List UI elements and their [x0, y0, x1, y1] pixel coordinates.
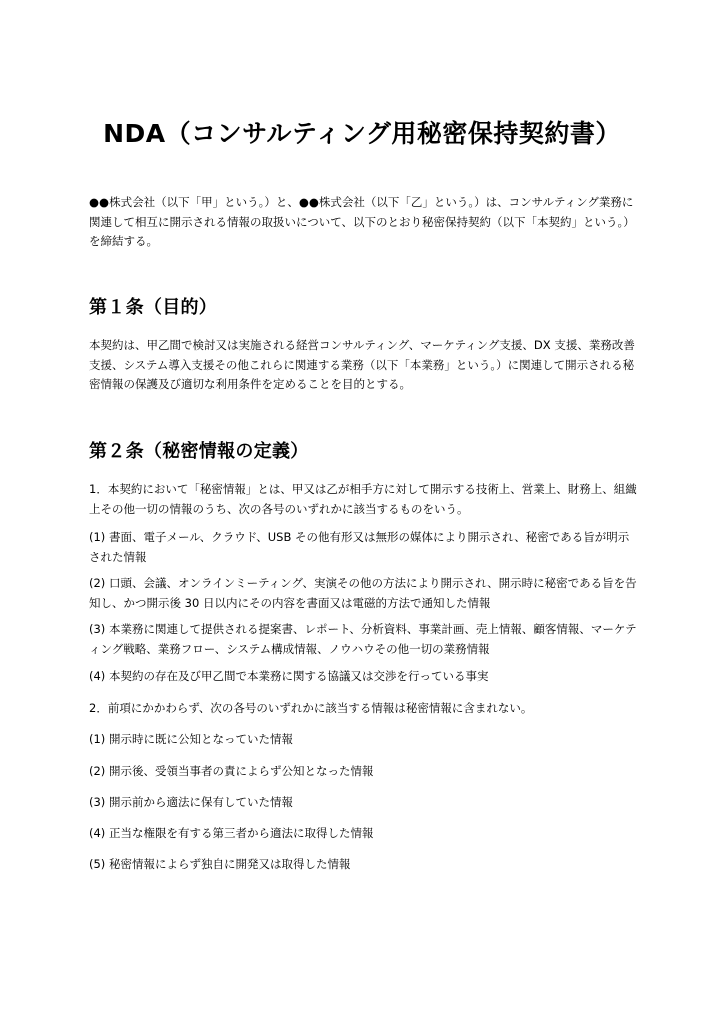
article-2-item-1: (1) 書面、電子メール、クラウド、USB その他有形又は無形の媒体により開示され、秘密である旨が明示された情報 [89, 530, 630, 564]
article-2-exclusion-3: (3) 開示前から適法に保有していた情報 [89, 795, 293, 809]
document-title: NDA（コンサルティング用秘密保持契約書） [103, 119, 621, 148]
article-2-item-3: (3) 本業務に関連して提供される提案書、レポート、分析資料、事業計画、売上情報、顧客情報、マーケティング戦略、業務フロー、システム構成情報、ノウハウその他一切の業務情報 [89, 622, 637, 656]
article-2-paragraph-1: 1．本契約において「秘密情報」とは、甲又は乙が相手方に対して開示する技術上、営業上、財務上、組織上その他一切の情報のうち、次の各号のいずれかに該当するものをいう。 [89, 482, 637, 516]
article-2-exclusion-5: (5) 秘密情報によらず独自に開発又は取得した情報 [89, 857, 351, 871]
article-1-body: 本契約は、甲乙間で検討又は実施される経営コンサルティング、マーケティング支援、DX 支援、業務改善支援、システム導入支援その他これらに関連する業務（以下「本業務」という。）に関連して開示される秘密情報の保護及び適切な利用条件を定めることを目的とする。 [89, 338, 635, 391]
article-2-exclusion-4: (4) 正当な権限を有する第三者から適法に取得した情報 [89, 826, 374, 840]
article-1-heading: 第１条（目的） [89, 297, 218, 318]
article-2-paragraph-2: 2．前項にかかわらず、次の各号のいずれかに該当する情報は秘密情報に含まれない。 [89, 701, 533, 715]
article-2-item-4: (4) 本契約の存在及び甲乙間で本業務に関する協議又は交渉を行っている事実 [89, 669, 489, 683]
article-2-exclusion-1: (1) 開示時に既に公知となっていた情報 [89, 732, 293, 746]
article-2-heading: 第２条（秘密情報の定義） [89, 441, 309, 462]
article-2-exclusion-2: (2) 開示後、受領当事者の責によらず公知となった情報 [89, 764, 374, 778]
article-2-item-2: (2) 口頭、会議、オンラインミーティング、実演その他の方法により開示され、開示時に秘密である旨を告知し、かつ開示後 30 日以内にその内容を書面又は電磁的方法で通知した情報 [89, 576, 637, 610]
intro-paragraph: ●●株式会社（以下「甲」という。）と、●●株式会社（以下「乙」という。）は、コンサルティング業務に関連して相互に開示される情報の取扱いについて、以下のとおり秘密保持契約（以下「本契約」という。）を締結する。 [89, 195, 635, 248]
